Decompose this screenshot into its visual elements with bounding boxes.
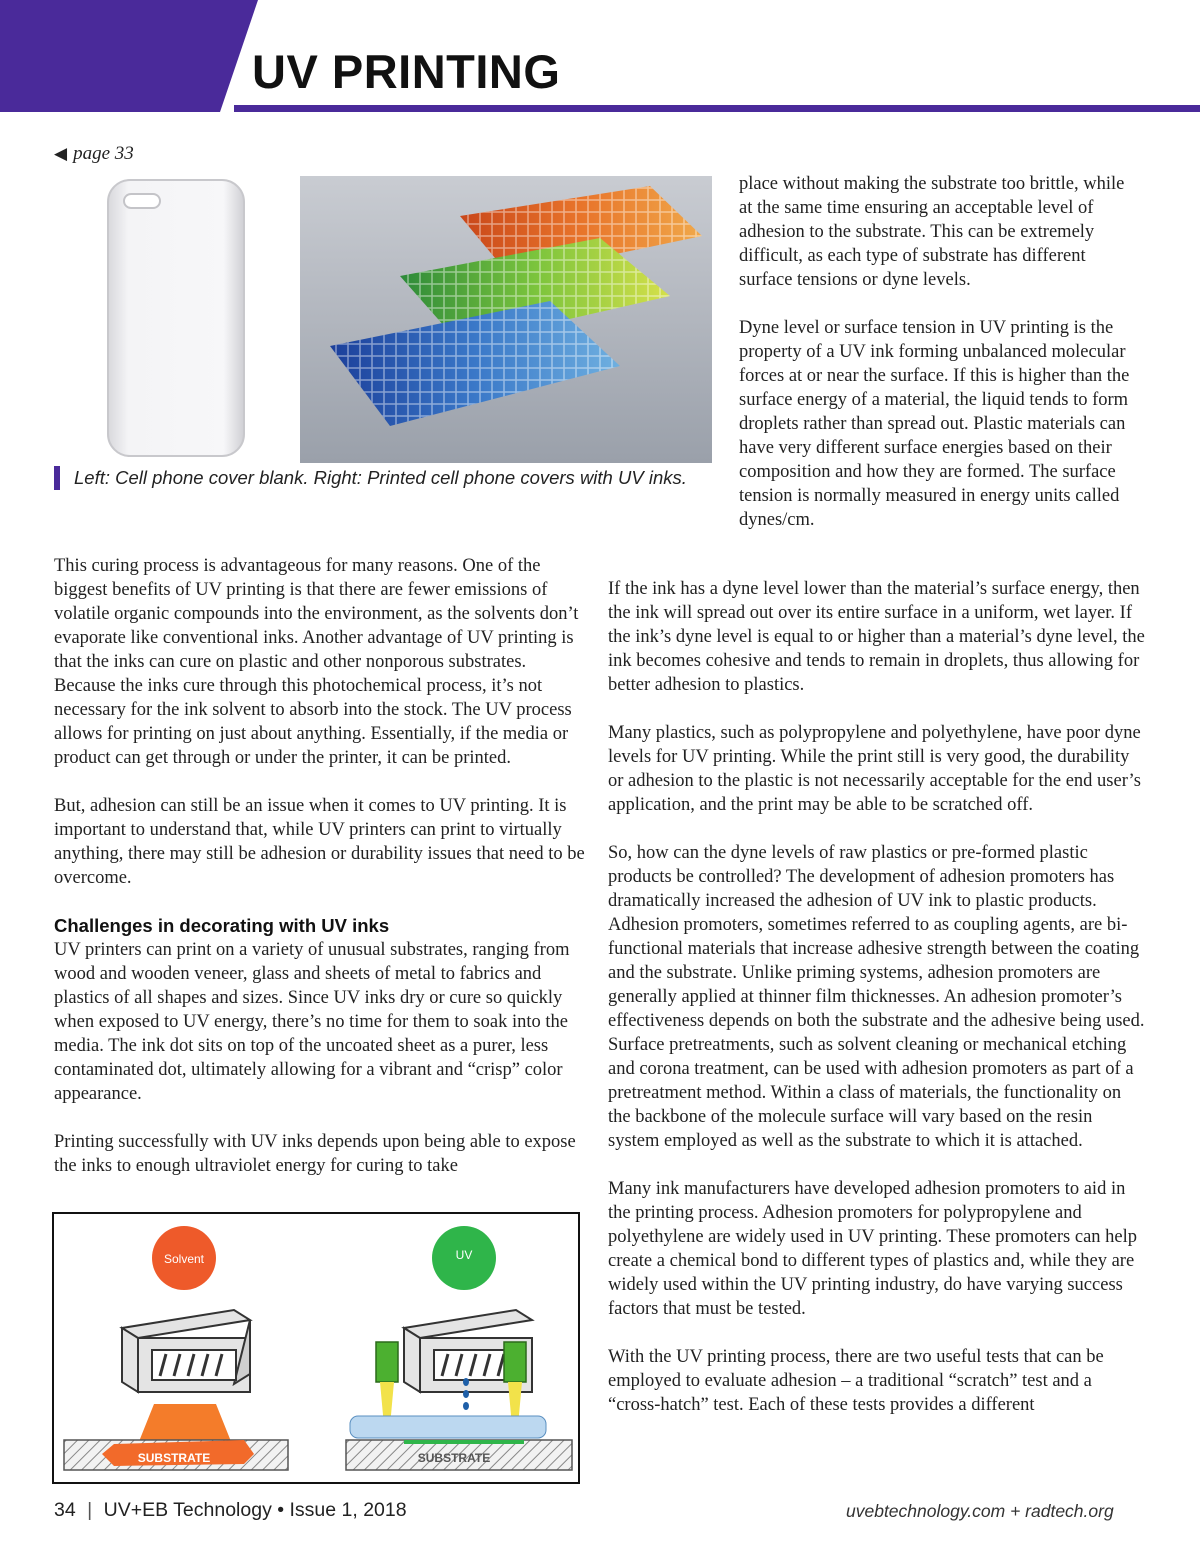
uv-cured-layer	[404, 1440, 524, 1444]
solvent-label: Solvent	[163, 1252, 205, 1266]
left-substrate-label: SUBSTRATE	[137, 1451, 211, 1465]
right-substrate-label: SUBSTRATE	[417, 1451, 491, 1465]
paragraph: So, how can the dyne levels of raw plastics or pre-formed plastic products be controlled? The development of adhesion promoters has dramatically increased the adhesion of UV ink to plastic products. Adhesion promoters, sometimes referred to as coupling agents, are bi-functional materials that increase adhesive strength between the coating and the substrate. Unlike priming systems, adhesion promoters are generally applied at thinner film thicknesses. An adhesion promoter’s effectiveness depends on both the substrate and the adhesive being used. Surface pretreatments, such as solvent cleaning or mechanical etching and corona treatment, can be used with adhesion promoters as part of a pretreatment method. Within a class of materials, the functionality on the backbone of the molecule surface will vary based on the resin system employed as well as the substrate to which it is attached.	[608, 843, 1145, 1151]
left-triangle-icon: ◀	[54, 144, 68, 164]
uv-label: UV	[455, 1248, 473, 1262]
paragraph: Dyne level or surface tension in UV printing is the property of a UV ink forming unbalanced molecular forces at or near the surface. If this is higher than the surface energy of a material, the liquid tends to form droplets rather than spread out. Plastic materials can have very different surface energies based on their composition and how they are formed. The surface tension is normally measured in energy units called dynes/cm.	[739, 318, 1130, 530]
paragraph: Many ink manufacturers have developed adhesion promoters to aid in the printing process. Adhesion promoters for polypropylene and polyethylene are widely used in UV printing. These promoters can help create a chemical bond to different types of plastics and, while they are widely used within the UV printing industry, do have varying success factors that must be tested.	[608, 1179, 1138, 1319]
right-column	[608, 577, 1148, 1417]
paragraph: This curing process is advantageous for many reasons. One of the biggest benefits of UV printing is that there are fewer emissions of volatile organic compounds into the environment, as the solvents don’t evaporate like conventional inks. Another advantage of UV printing is that the inks can cure on plastic and other nonporous substrates. Because the inks cure through this photochemical process, it’s not necessary for the ink solvent to absorb into the stock. The UV process allows for printing on just about anything. Essentially, if the media or product can get through or under the printer, it can be printed.	[54, 556, 579, 768]
header-banner	[0, 0, 1200, 112]
left-column	[54, 554, 590, 1178]
page-continuation-ref[interactable]	[54, 143, 134, 165]
solvent-spray	[138, 1404, 232, 1444]
page-title: UV PRINTING	[252, 45, 561, 98]
page-number: 34	[54, 1499, 76, 1521]
paragraph: Many plastics, such as polypropylene and polyethylene, have poor dyne levels for UV printing. While the print still is very good, the durability or adhesion to the plastic is not necessarily acceptable for the end user’s application, and the print may be able to be scratched off.	[608, 723, 1141, 815]
uv-ink-drops	[463, 1378, 469, 1410]
solvent-printhead	[122, 1310, 250, 1392]
paragraph: But, adhesion can still be an issue when it comes to UV printing. It is important to understand that, while UV printers can print to virtually anything, there may still be adhesion or durability issues that need to be overcome.	[54, 796, 585, 888]
publication-name: UV+EB Technology • Issue 1, 2018	[103, 1499, 407, 1521]
paragraph: With the UV printing process, there are two useful tests that can be employed to evaluate adhesion – a traditional “scratch” test and a “cross-hatch” test. Each of these tests provides a different	[608, 1347, 1104, 1415]
page-ref-text: page 33	[73, 143, 134, 164]
diagram-svg	[54, 1214, 578, 1482]
footer-separator: |	[87, 1499, 93, 1521]
paragraph: If the ink has a dyne level lower than the material’s surface energy, then the ink will spread out over its entire surface in a uniform, wet layer. If the ink’s dyne level is equal to or higher than a material’s dyne level, the ink becomes cohesive and tends to remain in droplets, thus allowing for better adhesion to plastics.	[608, 579, 1145, 695]
uv-ink-layer	[350, 1416, 546, 1438]
printed-phone-covers-image	[300, 176, 712, 463]
phone-cover-blank-image	[100, 176, 252, 460]
paragraph: UV printers can print on a variety of unusual substrates, ranging from wood and wooden veneer, glass and sheets of metal to fabrics and plastics of all shapes and sizes. Since UV inks dry or cure so quickly when exposed to UV energy, there’s no time for them to soak into the media. The ink dot sits on top of the uncoated sheet as a purer, less contaminated dot, ultimately allowing for a vibrant and “crisp” color appearance.	[54, 940, 570, 1104]
solvent-vs-uv-diagram	[52, 1212, 580, 1484]
section-heading: Challenges in decorating with UV inks	[54, 915, 390, 936]
footer-websites[interactable]: uvebtechnology.com + radtech.org	[846, 1501, 1114, 1521]
right-top-column	[739, 172, 1139, 532]
paragraph: place without making the substrate too brittle, while at the same time ensuring an acceptable level of adhesion to the substrate. This can be extremely difficult, as each type of substrate has different surface tensions or dyne levels.	[739, 174, 1125, 290]
figure-caption: Left: Cell phone cover blank. Right: Printed cell phone covers with UV inks.	[54, 466, 694, 490]
paragraph: Printing successfully with UV inks depends upon being able to expose the inks to enough ultraviolet energy for curing to take	[54, 1132, 576, 1176]
footer-publication	[54, 1499, 407, 1522]
